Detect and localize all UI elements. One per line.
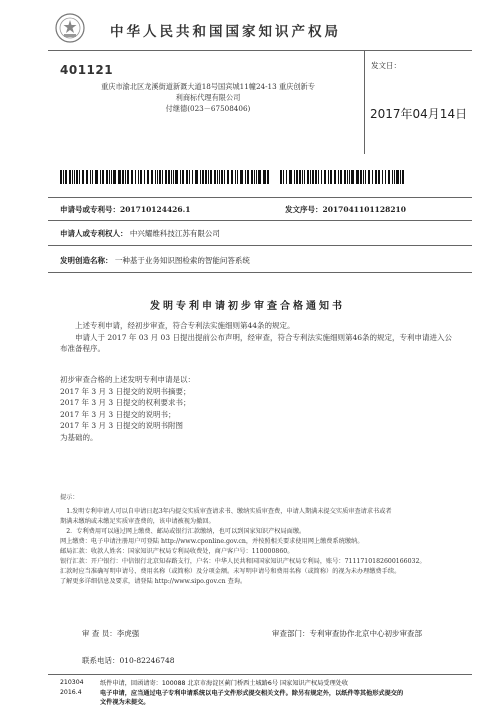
- serial-number-field: [285, 204, 406, 215]
- barcode: [280, 170, 405, 184]
- barcode-bar: [382, 170, 383, 184]
- barcode-bar: [340, 170, 341, 184]
- barcode-bar: [307, 170, 309, 184]
- barcode-bar: [100, 170, 101, 184]
- barcode-bar: [235, 170, 236, 184]
- barcode-bar: [360, 170, 362, 184]
- recipient-contact: 付继德(023－67508406): [165, 104, 251, 113]
- barcode-bar: [168, 170, 170, 184]
- barcode-bar: [214, 170, 216, 184]
- barcode-bar: [334, 170, 336, 184]
- barcode-bar: [318, 170, 319, 184]
- barcode-bar: [385, 170, 386, 184]
- barcode-bar: [90, 170, 91, 184]
- barcode-bar: [63, 170, 64, 184]
- barcode-bar: [189, 170, 190, 184]
- basis-document-item: 2017 年 3 月 3 日提交的说明书摘要；: [60, 386, 191, 396]
- barcode-bar: [368, 170, 370, 184]
- barcode-bar: [256, 170, 258, 184]
- office-name: 中华人民共和国国家知识产权局: [110, 24, 341, 40]
- applicant-field: [60, 228, 220, 239]
- barcode-bar: [372, 170, 373, 184]
- applicant-label: 申请人或专利权人：: [60, 229, 128, 238]
- issue-date-value: 2017年04月14日: [370, 107, 468, 121]
- barcode-bar: [76, 170, 78, 184]
- barcode-bar: [347, 170, 348, 184]
- barcode-bar: [315, 170, 317, 184]
- application-number-value: 201710124426.1: [120, 205, 191, 214]
- national-emblem-icon: [54, 12, 86, 44]
- barcode-bar: [82, 170, 84, 184]
- examiner-name: 审 查 员：李虎强: [82, 629, 140, 638]
- barcode-bar: [378, 170, 380, 184]
- barcode-bar: [264, 170, 266, 184]
- barcode-bar: [210, 170, 212, 184]
- barcode-bar: [144, 170, 145, 184]
- barcode-bar: [106, 170, 108, 184]
- basis-intro: 初步审查合格的上述发明专利申请是以：: [60, 375, 195, 384]
- barcode-bar: [125, 170, 126, 184]
- barcode-bar: [122, 170, 124, 184]
- barcode-bar: [296, 170, 297, 184]
- barcode-bar: [192, 170, 194, 184]
- barcode-bar: [165, 170, 167, 184]
- recipient-block: [60, 65, 356, 114]
- barcode-bar: [224, 170, 225, 184]
- barcode-bar: [151, 170, 153, 184]
- footer-code: 2016.4: [60, 689, 82, 696]
- barcode-bar: [131, 170, 133, 184]
- invention-title-value: 一种基于业务知识图检索的智能问答系统: [114, 256, 250, 265]
- basis-documents: [60, 374, 455, 443]
- barcode-bar: [251, 170, 253, 184]
- barcode-bar: [140, 170, 142, 184]
- tip-line: 汇款时应当准确写明申请号、费用名称（或简称）及分项金额。未写明申请号和费用名称（或简称）的视为未办理缴费手续。: [60, 568, 401, 575]
- footer-code: 210304: [60, 679, 84, 686]
- notice-paragraph: 申请人于 2017 年 03 月 03 日提出提前公布声明，经审查，符合专利法实施细则第46条的规定，专利申请进入公布准备程序。: [60, 332, 453, 353]
- tip-line: 期满未缴纳或未缴足实质审查费的，该申请被视为撤回。: [60, 518, 215, 525]
- barcode-bar: [102, 170, 104, 184]
- barcode-bar: [86, 170, 88, 184]
- barcode-bar: [267, 170, 269, 184]
- tip-line: 2．专利费用可以通过网上缴费、邮局或银行汇款缴纳，也可以到国家知识产权局面缴。: [66, 528, 306, 535]
- basis-document-item: 2017 年 3 月 3 日提交的说明书；: [60, 409, 176, 419]
- barcode-bar: [74, 170, 76, 184]
- barcode-bar: [227, 170, 229, 184]
- barcode-bar: [321, 170, 322, 184]
- basis-document-item: 2017 年 3 月 3 日提交的说明书附图: [60, 421, 184, 430]
- barcode-bar: [283, 170, 284, 184]
- barcode-bar: [392, 170, 393, 184]
- barcode-bar: [205, 170, 207, 184]
- barcode-bar: [245, 170, 246, 184]
- barcode-bar: [155, 170, 156, 184]
- barcode-bar: [328, 170, 329, 184]
- barcode-bar: [95, 170, 97, 184]
- barcode: [60, 170, 270, 184]
- serial-number-label: 发文序号：: [285, 205, 323, 214]
- barcode-bar: [351, 170, 353, 184]
- barcode-bar: [258, 170, 260, 184]
- barcode-bar: [365, 170, 366, 184]
- section-rule: [48, 245, 472, 246]
- barcode-bar: [72, 170, 73, 184]
- barcode-bar: [118, 170, 119, 184]
- barcode-bar: [65, 170, 67, 184]
- barcode-bar: [109, 170, 110, 184]
- basis-outro: 为基础的。: [60, 432, 98, 442]
- issue-date-label: 发文日：: [371, 61, 401, 70]
- barcode-bar: [286, 170, 287, 184]
- tips-heading: 提示：: [60, 494, 79, 501]
- barcode-bar: [338, 170, 339, 184]
- section-rule: [48, 197, 472, 198]
- section-rule: [48, 272, 472, 273]
- barcode-bar: [173, 170, 175, 184]
- barcode-bar: [299, 170, 301, 184]
- tip-line: 1.发明专利申请人可以自申请日起3年内提交实质审查请求书、缴纳实质审查费，申请人期满未提交实质审查请求书或者: [66, 508, 392, 515]
- barcode-bar: [219, 170, 221, 184]
- footer-line: 文件视为未提交。: [100, 699, 150, 706]
- barcode-bar: [157, 170, 159, 184]
- barcode-bar: [208, 170, 209, 184]
- barcode-bar: [202, 170, 204, 184]
- barcode-bar: [400, 170, 401, 184]
- barcode-bar: [312, 170, 313, 184]
- barcode-bar: [375, 170, 376, 184]
- barcode-bar: [195, 170, 197, 184]
- barcode-bar: [221, 170, 223, 184]
- footer-rule: [48, 674, 472, 675]
- barcode-bar: [263, 170, 264, 184]
- recipient-address-line: 利商标代理有限公司: [175, 93, 241, 102]
- barcode-bar: [180, 170, 181, 184]
- barcode-bar: [69, 170, 71, 184]
- footer-line: 纸件申请，回函请寄：100088 北京市海淀区蓟门桥西土城路6号 国家知识产权局受理处收: [100, 680, 349, 687]
- tip-line: 网上缴费：电子申请注册用户可登陆 http://www.cponline.gov.cn，并按照相关要求使用网上缴费系统缴纳。: [60, 538, 364, 545]
- barcode-bar: [304, 170, 305, 184]
- notice-body: [60, 320, 455, 355]
- application-number-field: [60, 204, 190, 215]
- footer-notice: [100, 679, 470, 708]
- barcode-bar: [289, 170, 291, 184]
- barcode-bar: [396, 170, 398, 184]
- recipient-postcode: 401121: [60, 63, 114, 77]
- barcode-bar: [388, 170, 390, 184]
- barcode-bar: [147, 170, 149, 184]
- barcode-bar: [247, 170, 249, 184]
- invention-title-label: 发明创造名称：: [60, 256, 113, 265]
- examining-department: 审查部门：专利审查协作北京中心初步审查部: [272, 629, 422, 638]
- barcode-bar: [356, 170, 357, 184]
- barcode-bar: [119, 170, 121, 184]
- barcode-bar: [240, 170, 242, 184]
- barcode-bar: [357, 170, 358, 184]
- barcode-bar: [60, 170, 62, 184]
- tip-line: 了解更多详细信息及要求，请登陆 http://www.sipo.gov.cn 查询。: [60, 578, 247, 585]
- barcode-bar: [171, 170, 172, 184]
- barcode-bar: [175, 170, 177, 184]
- barcode-bar: [159, 170, 161, 184]
- recipient-address-line: 重庆市渝北区龙溪街道新溉大道18号国宾城11幢24-13 重庆创新专: [101, 82, 315, 91]
- contact-phone: 联系电话：010-82246748: [82, 656, 175, 665]
- barcode-bar: [162, 170, 163, 184]
- basis-document-item: 2017 年 3 月 3 日提交的权利要求书；: [60, 398, 191, 407]
- tip-line: 邮局汇款：收款人姓名：国家知识产权局专利局收费处，商户客户号：110000860。: [60, 548, 294, 555]
- barcode-bar: [135, 170, 136, 184]
- barcode-bar: [254, 170, 255, 184]
- barcode-bar: [294, 170, 295, 184]
- barcode-bar: [324, 170, 326, 184]
- barcode-bar: [237, 170, 239, 184]
- notice-title: 发明专利申请初步审查合格通知书: [150, 301, 345, 312]
- barcode-bar: [113, 170, 115, 184]
- applicant-value: 中兴耀维科技江苏有限公司: [129, 229, 220, 238]
- barcode-bar: [363, 170, 364, 184]
- barcode-bar: [302, 170, 303, 184]
- serial-number-value: 2017041101128210: [322, 205, 406, 214]
- tip-line: 银行汇款：开户银行：中信银行北京知春路支行，户名：中华人民共和国国家知识产权局专利局，账号：7111710182600166032。: [60, 558, 426, 565]
- barcode-bar: [394, 170, 395, 184]
- barcode-bar: [92, 170, 94, 184]
- application-number-label: 申请号或专利号：: [60, 205, 120, 214]
- section-rule: [48, 220, 472, 221]
- barcode-bar: [138, 170, 140, 184]
- footer-line: 电子申请，应当通过电子专利申请系统以电子文件形式提交相关文件。除另有规定外，以纸件等其他形式提交的: [100, 689, 404, 697]
- barcode-bar: [344, 170, 346, 184]
- barcode-bar: [79, 170, 80, 184]
- barcode-bar: [127, 170, 129, 184]
- notice-paragraph: 上述专利申请，经初步审查，符合专利法实施细则第44条的规定。: [75, 321, 295, 330]
- barcode-bar: [186, 170, 188, 184]
- barcode-bar: [280, 170, 282, 184]
- barcode-bar: [111, 170, 113, 184]
- barcode-bar: [310, 170, 311, 184]
- barcode-bar: [231, 170, 233, 184]
- date-divider: [364, 50, 365, 154]
- barcode-bar: [402, 170, 403, 184]
- barcode-bar: [182, 170, 184, 184]
- tips-block: [60, 493, 470, 587]
- barcode-bar: [349, 170, 350, 184]
- barcode-bar: [330, 170, 331, 184]
- header-rule: [48, 50, 472, 51]
- barcode-bar: [200, 170, 201, 184]
- barcode-bar: [217, 170, 218, 184]
- invention-title-field: [60, 255, 250, 266]
